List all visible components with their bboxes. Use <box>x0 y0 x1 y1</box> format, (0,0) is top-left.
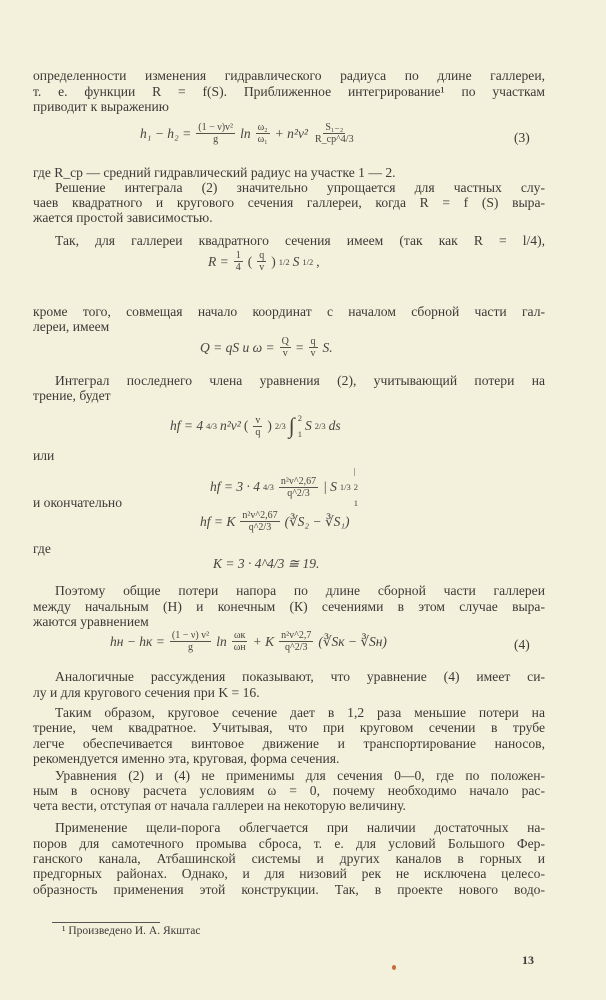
numerator: 1 <box>235 250 241 261</box>
lower-limit: 1 <box>297 429 302 439</box>
text-line: предгорных районах. Однако, и для низовий рек не исключена целесо- <box>33 866 545 881</box>
equation-number: (3) <box>514 130 530 145</box>
numerator: n²v^2,67 <box>280 475 317 487</box>
numerator: v <box>255 414 261 426</box>
numerator: ωк <box>233 630 246 641</box>
equation-4 <box>110 630 387 653</box>
exponent: 2/3 <box>274 421 286 431</box>
numerator: Q <box>281 336 289 347</box>
denominator: q <box>255 426 261 438</box>
eq-lhs: hf = 4 <box>170 418 204 433</box>
text-line: легче обеспечивается винтовое движение и транспортирование наносов, <box>33 736 545 751</box>
text-line: приводит к выражению <box>33 99 169 114</box>
text-line: Таким образом, круговое сечение дает в 1,2 раза меньшие потери на <box>55 705 545 720</box>
integral-sign: ∫ <box>288 413 295 438</box>
numerator: n²v^2,67 <box>242 510 278 521</box>
fraction <box>256 122 270 145</box>
equals: = <box>295 339 304 355</box>
exponent: 1/2 <box>302 256 314 267</box>
denominator: ω₁ <box>257 134 268 145</box>
numerator: (1 − ν)v² <box>198 122 234 133</box>
denominator: q^2/3 <box>285 642 308 653</box>
text-line: чета вести, отступая от начала галлереи на некоторую величину. <box>33 798 406 813</box>
lower-limit: 1 <box>353 498 359 508</box>
fraction <box>170 630 211 653</box>
ink-spot <box>392 965 396 970</box>
text-line: трение, будет <box>33 388 111 403</box>
numerator: S₁₋₂ <box>325 122 344 133</box>
numerator: n²v^2,7 <box>281 630 312 641</box>
text-line: лу и для кругового сечения при K = 16. <box>33 685 260 700</box>
fraction <box>232 630 248 653</box>
text-line: образность применения этой конструкции. Так, в проекте нового водо- <box>33 882 545 897</box>
equation-3 <box>140 122 358 145</box>
numerator: q <box>310 336 316 347</box>
denominator: v <box>259 262 265 273</box>
text-line: рекомендуется именно эта, круговая, форма сечения. <box>33 751 340 766</box>
equation-hf-2: hf = 3 · 4 4/3 $\frac{\text{n²v\textasciicircum{}2,67}}{q\^{}2/3}$ | S 1/3 | 2 1 <box>210 463 358 511</box>
eq-lhs: Q = qS и ω = <box>200 339 275 355</box>
text-line: где R_ср — средний гидравлический радиус на участке 1 — 2. <box>33 165 396 180</box>
term: (∛S₂ − ∛S₁) <box>284 513 350 529</box>
text-line: Поэтому общие потери напора по длине сборной части галлереи <box>55 583 545 598</box>
numerator: ω₂ <box>257 122 268 133</box>
page-number: 13 <box>522 953 534 967</box>
text-line: Уравнения (2) и (4) не применимы для сечения 0—0, где по положен- <box>55 768 545 783</box>
ln-term: ln <box>216 633 227 649</box>
fraction <box>253 415 262 438</box>
exponent: 1/3 <box>339 482 351 492</box>
exponent: 2/3 <box>314 421 326 431</box>
denominator: g <box>213 134 219 145</box>
text-line: жается простой зависимостью. <box>33 210 213 225</box>
variable: S. <box>322 339 333 355</box>
text-line: поров для самотечного промыва сброса, т. е. для условий Большого Фер- <box>33 836 545 851</box>
eq-text: K = 3 · 4^4/3 ≅ 19. <box>213 556 320 571</box>
eq-lhs: R = <box>208 253 229 269</box>
numerator: (1 − ν) v² <box>171 630 210 641</box>
term: (∛Sк − ∛Sн) <box>318 633 387 649</box>
denominator: ωн <box>233 642 246 653</box>
text-line: лереи, имеем <box>33 319 110 334</box>
fraction <box>196 122 235 145</box>
equation-R: R = $\frac{1}{4}$ ( $\frac{q}{v}$ ) 1/2 S 1/2 , <box>208 250 320 273</box>
text-line: трение, чем квадратное. Учитывая, что при круговом сечении в трубе <box>33 720 545 735</box>
text-line: Решение интеграла (2) значительно упрощается для частных слу- <box>55 180 545 195</box>
fraction <box>313 122 356 145</box>
variable: S <box>305 418 312 433</box>
plus-term: + n²v² <box>274 125 308 141</box>
exponent: 4/3 <box>206 421 217 431</box>
exponent: 4/3 <box>263 482 274 492</box>
equation-hf-1: hf = 4 4/3 n²v² ( $\frac{v}{q}$ ) 2/3 ∫ 2 1 S 2/3 ds <box>170 410 341 442</box>
text-line: Так, для галлереи квадратного сечения имеем (так как R = l/4), <box>55 233 545 248</box>
upper-limit: 2 <box>353 482 359 492</box>
text-line: чаев квадратного и кругового сечения галлереи, когда R = f (S) выра- <box>33 195 545 210</box>
eq-lhs: hf = K <box>200 513 236 529</box>
fraction <box>257 250 266 273</box>
text-line: ным в основу расчета условиям ω = 0, почему необходимо начало рас- <box>33 783 545 798</box>
text-line: ганского канала, Атбашинской системы и других каналов в горных и <box>33 851 545 866</box>
denominator: q^2/3 <box>248 522 272 533</box>
text-line: т. е. функции R = f(S). Приближенное интегрирование¹ по участкам <box>33 84 545 99</box>
footnote-divider <box>52 922 160 923</box>
denominator: v <box>282 348 288 359</box>
denominator: R_cp^4/3 <box>314 134 354 145</box>
text-line: или <box>33 448 55 463</box>
variable: | S <box>323 479 337 494</box>
eq-lhs: hf = 3 · 4 <box>210 479 260 494</box>
text-line: Применение щели-порога облегчается при наличии достаточных на- <box>55 820 545 835</box>
ln-term: ln <box>240 125 251 141</box>
upper-limit: 2 <box>297 413 302 423</box>
equation-hf-3 <box>200 510 350 533</box>
fraction <box>279 630 313 653</box>
eq-lhs: h₁ − h₂ = <box>140 125 192 141</box>
plus-term: + K <box>252 633 275 649</box>
term: n²v² <box>220 418 241 433</box>
exponent: 1/2 <box>278 256 290 267</box>
text-line: между начальным (Н) и конечным (К) сечениями в этом случае выра- <box>33 599 545 614</box>
differential: ds <box>328 418 341 433</box>
numerator: q <box>259 250 265 261</box>
equation-number: (4) <box>514 637 530 652</box>
text-line: где <box>33 541 51 556</box>
punctuation: , <box>316 253 320 269</box>
denominator: g <box>188 642 194 653</box>
footnote: ¹ Произведено И. А. Якштас <box>62 925 201 937</box>
variable: S <box>292 253 300 269</box>
text-line: кроме того, совмещая начало координат с началом сборной части гал- <box>33 304 545 319</box>
text-line: Интеграл последнего члена уравнения (2), учитывающий потери на <box>55 373 545 388</box>
denominator: q^2/3 <box>287 487 310 499</box>
text-line: Аналогичные рассуждения показывают, что уравнение (4) имеет си- <box>55 669 545 684</box>
text-line: и окончательно <box>33 495 123 510</box>
equation-K <box>213 556 319 572</box>
eq-lhs: hн − hк = <box>110 633 165 649</box>
text-line: жаются уравнением <box>33 614 149 629</box>
fraction <box>309 336 318 359</box>
denominator: v <box>310 348 316 359</box>
equation-Q <box>200 336 333 359</box>
fraction <box>240 510 279 533</box>
fraction <box>280 336 291 359</box>
denominator: 4 <box>235 262 241 273</box>
fraction <box>234 250 243 273</box>
text-line: определенности изменения гидравлического радиуса по длине галлереи, <box>33 68 545 83</box>
